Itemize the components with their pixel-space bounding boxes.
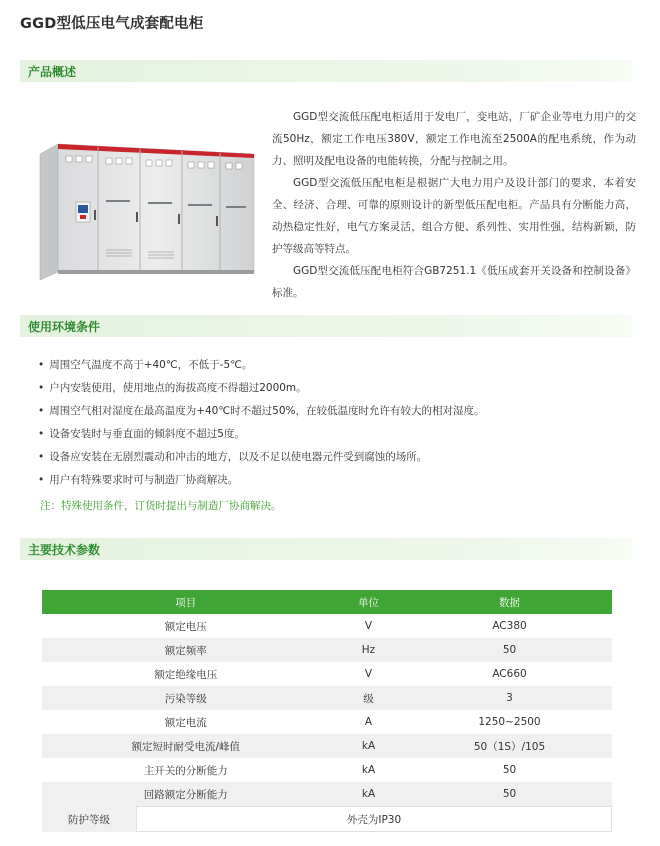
table-cell: 污染等级	[42, 686, 330, 710]
table-row	[42, 686, 612, 710]
table-cell: 额定电压	[42, 614, 330, 638]
table-cell: AC660	[408, 662, 612, 686]
table-cell: kA	[330, 758, 408, 782]
table-cell: 级	[330, 686, 408, 710]
list-item: • 设备应安装在无剧烈震动和冲击的地方，以及不足以使电器元件受到腐蚀的场所。	[38, 446, 485, 469]
page-title: GGD型低压电气成套配电柜	[20, 16, 204, 32]
table-cell: 额定绝缘电压	[42, 662, 330, 686]
list-item: • 户内安装使用，使用地点的海拔高度不得超过2000m。	[38, 377, 485, 400]
intro-paragraph: GGD型交流低压配电柜适用于发电厂，变电站，厂矿企业等电力用户的交流50Hz，额定工作电压380V，额定工作电流至2500A的配电系统，作为动力、照明及配电设备的电能转换，分配与控制之用。	[272, 111, 636, 167]
table-row	[42, 758, 612, 782]
environment-list	[38, 354, 485, 492]
section-title: 产品概述	[28, 65, 77, 79]
intro-paragraph: GGD型交流低压配电柜符合GB7251.1《低压成套开关设备和控制设备》标准。	[272, 265, 636, 299]
list-item: • 设备安装时与垂直面的倾斜度不超过5度。	[38, 423, 485, 446]
list-item: • 周围空气温度不高于+40℃，不低于-5℃。	[38, 354, 485, 377]
table-cell: 50	[408, 782, 612, 807]
table-cell: Hz	[330, 638, 408, 662]
section-title: 主要技术参数	[28, 543, 101, 557]
table-row	[42, 638, 612, 662]
section-title: 使用环境条件	[28, 320, 101, 334]
params-table	[42, 590, 612, 832]
list-item: • 周围空气相对湿度在最高温度为+40℃时不超过50%，在较低温度时允许有较大的相对湿度。	[38, 400, 485, 423]
table-row	[42, 710, 612, 734]
table-cell: 外壳为IP30	[137, 807, 612, 832]
table-cell: V	[330, 662, 408, 686]
table-cell: AC380	[408, 614, 612, 638]
intro-paragraph: GGD型交流低压配电柜是根据广大电力用户及设计部门的要求，本着安全、经济、合理、可靠的原则设计的新型低压配电柜。产品具有分断能力高，动热稳定性好，电气方案灵活，组合方便、系列性、实用性强，结构新颖，防护等级高等特点。	[272, 177, 636, 255]
table-row	[42, 734, 612, 758]
table-cell: A	[330, 710, 408, 734]
table-cell: 50	[408, 758, 612, 782]
table-cell: 1250~2500	[408, 710, 612, 734]
note-text: 注：特殊使用条件，订货时提出与制造厂协商解决。	[40, 500, 282, 512]
table-cell: 额定短时耐受电流/峰值	[42, 734, 330, 758]
table-cell: 50	[408, 638, 612, 662]
section-header-environment	[20, 315, 632, 337]
table-row	[42, 614, 612, 638]
table-header-data: 数据	[408, 590, 612, 614]
table-header-unit: 单位	[330, 590, 408, 614]
table-cell: 3	[408, 686, 612, 710]
table-cell: kA	[330, 782, 408, 807]
table-cell: V	[330, 614, 408, 638]
intro-text	[272, 106, 636, 304]
table-cell: 额定频率	[42, 638, 330, 662]
switchgear-cabinet-image	[36, 140, 256, 285]
list-item: • 用户有特殊要求时可与制造厂协商解决。	[38, 469, 485, 492]
section-header-overview	[20, 60, 632, 82]
table-cell: 50（1S）/105	[408, 734, 612, 758]
section-header-params	[20, 538, 632, 560]
table-cell: 防护等级	[42, 807, 137, 832]
table-cell: 回路额定分断能力	[42, 782, 330, 807]
table-header-row	[42, 590, 612, 614]
table-header-item: 项目	[42, 590, 330, 614]
table-row	[42, 782, 612, 807]
table-cell: kA	[330, 734, 408, 758]
table-cell: 额定电流	[42, 710, 330, 734]
table-row	[42, 662, 612, 686]
table-cell: 主开关的分断能力	[42, 758, 330, 782]
table-row	[42, 807, 612, 832]
